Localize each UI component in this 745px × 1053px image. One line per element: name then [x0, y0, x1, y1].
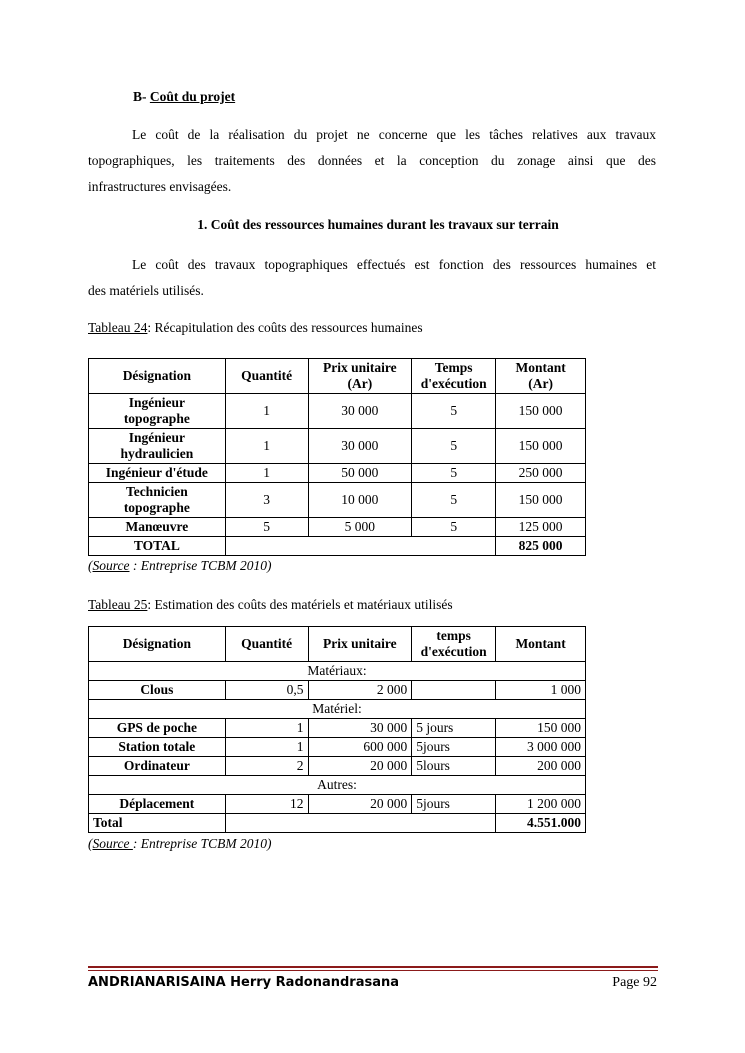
cell-designation-l1: Technicien [125, 484, 188, 499]
table24-header-row [89, 359, 586, 394]
cell-quantite: 3 [225, 483, 308, 518]
cell-designation [89, 429, 226, 464]
table-24 [88, 358, 586, 556]
table25-source-label: Source [92, 836, 133, 851]
hr-line-1-text: Le coût des travaux topographiques effectués est fonction des ressources humaines et [132, 257, 656, 272]
section-title [133, 89, 235, 105]
cell-prix: 30 000 [308, 719, 412, 738]
th-prix-l1: Prix unitaire [323, 360, 397, 375]
total-label: TOTAL [89, 537, 226, 556]
cell-designation: Clous [89, 681, 226, 700]
cell-designation: Manœuvre [89, 518, 226, 537]
cell-quantite: 2 [225, 757, 308, 776]
table24-caption [88, 320, 423, 336]
cell-prix: 600 000 [308, 738, 412, 757]
section-prefix: B- [133, 89, 147, 104]
intro-paragraph [88, 122, 656, 200]
cell-designation: Ingénieur d'étude [89, 464, 226, 483]
table-row [89, 757, 586, 776]
table25-caption-text: : Estimation des coûts des matériels et matériaux utilisés [147, 597, 453, 612]
cell-temps: 5jours [412, 795, 496, 814]
cell-prix: 30 000 [308, 394, 412, 429]
subsection-title: 1. Coût des ressources humaines durant les travaux sur terrain [197, 217, 559, 232]
table-row [89, 429, 586, 464]
cell-montant: 1 000 [496, 681, 586, 700]
group-row-materiel [89, 700, 586, 719]
footer-rule-thin [88, 970, 658, 971]
cell-quantite: 1 [225, 429, 308, 464]
table-row [89, 394, 586, 429]
cell-temps: 5 [412, 394, 496, 429]
group-label: Matériaux: [89, 662, 586, 681]
table24-total-row [89, 537, 586, 556]
table24-caption-label: Tableau 24 [88, 320, 148, 335]
cell-quantite: 1 [225, 738, 308, 757]
cell-quantite: 1 [225, 394, 308, 429]
cell-temps: 5 [412, 518, 496, 537]
intro-line-1 [88, 122, 656, 148]
cell-temps: 5 [412, 483, 496, 518]
intro-line-2: topographiques, les traitements des données et la conception du zonage ainsi que des [88, 153, 656, 168]
cell-quantite: 0,5 [225, 681, 308, 700]
table25-total-row [89, 814, 586, 833]
th-designation: Désignation [89, 359, 226, 394]
cell-prix: 50 000 [308, 464, 412, 483]
th-montant-l1: Montant [515, 360, 566, 375]
table-row [89, 518, 586, 537]
cell-quantite: 5 [225, 518, 308, 537]
cell-temps: 5 jours [412, 719, 496, 738]
cell-temps: 5lours [412, 757, 496, 776]
cell-designation: GPS de poche [89, 719, 226, 738]
th-prix-l2: (Ar) [347, 376, 373, 391]
th-designation: Désignation [89, 627, 226, 662]
group-label: Matériel: [89, 700, 586, 719]
cell-designation [89, 394, 226, 429]
table24-caption-text: : Récapitulation des coûts des ressources humaines [147, 320, 423, 335]
cell-designation: Ordinateur [89, 757, 226, 776]
total-empty [225, 814, 495, 833]
th-temps-l1: Temps [434, 360, 473, 375]
cell-montant: 1 200 000 [496, 795, 586, 814]
hr-paragraph [88, 252, 656, 304]
th-temps-l1: temps [436, 628, 471, 643]
th-temps-l2: d'exécution [420, 376, 487, 391]
footer-author: ANDRIANARISAINA Herry Radonandrasana [88, 975, 400, 990]
th-montant-l2: (Ar) [528, 376, 553, 391]
table-row [89, 719, 586, 738]
table-row [89, 738, 586, 757]
th-prix: Prix unitaire [308, 627, 412, 662]
total-label: Total [89, 814, 226, 833]
table24-source: (Source : Entreprise TCBM 2010) [88, 558, 272, 573]
table24-source-label: Source [92, 558, 130, 573]
table25-caption-label: Tableau 25 [88, 597, 148, 612]
cell-prix: 20 000 [308, 757, 412, 776]
group-row-materiaux [89, 662, 586, 681]
cell-montant: 3 000 000 [496, 738, 586, 757]
cell-prix: 10 000 [308, 483, 412, 518]
cell-designation: Déplacement [89, 795, 226, 814]
table-row [89, 464, 586, 483]
hr-line-2: des matériels utilisés. [88, 283, 204, 298]
hr-line-1 [88, 252, 656, 278]
table-row [89, 681, 586, 700]
th-prix [308, 359, 412, 394]
group-label: Autres: [89, 776, 586, 795]
cell-designation-l2: hydraulicien [120, 446, 194, 461]
cell-montant: 150 000 [496, 719, 586, 738]
cell-designation-l2: topographe [123, 411, 190, 426]
section-title-text: Coût du projet [149, 89, 236, 104]
cell-designation [89, 483, 226, 518]
cell-designation-l1: Ingénieur [128, 395, 185, 410]
cell-montant: 150 000 [496, 483, 586, 518]
th-temps-l2: d'exécution [420, 644, 487, 659]
cell-montant: 150 000 [496, 394, 586, 429]
cell-designation-l1: Ingénieur [128, 430, 185, 445]
th-quantite: Quantité [225, 627, 308, 662]
table25-caption [88, 597, 453, 613]
table-row [89, 483, 586, 518]
cell-montant: 200 000 [496, 757, 586, 776]
cell-quantite: 1 [225, 464, 308, 483]
th-montant: Montant [496, 627, 586, 662]
th-quantite: Quantité [225, 359, 308, 394]
cell-designation: Station totale [89, 738, 226, 757]
cell-quantite: 1 [225, 719, 308, 738]
cell-temps: 5 [412, 464, 496, 483]
cell-temps [412, 681, 496, 700]
footer-rule-thick [88, 966, 658, 968]
footer-page-number: Page 92 [612, 975, 657, 990]
cell-designation-l2: topographe [123, 500, 190, 515]
cell-quantite: 12 [225, 795, 308, 814]
table25-source-text: : Entreprise TCBM 2010) [132, 836, 272, 851]
cell-prix: 5 000 [308, 518, 412, 537]
intro-line-1-text: Le coût de la réalisation du projet ne concerne que les tâches relatives aux travaux [132, 127, 656, 142]
cell-temps: 5jours [412, 738, 496, 757]
table24-source-text: : Entreprise TCBM 2010) [129, 558, 272, 573]
cell-prix: 2 000 [308, 681, 412, 700]
th-temps [412, 627, 496, 662]
cell-prix: 20 000 [308, 795, 412, 814]
total-value: 4.551.000 [496, 814, 586, 833]
table-row [89, 795, 586, 814]
group-row-autres [89, 776, 586, 795]
cell-montant: 125 000 [496, 518, 586, 537]
table25-source: (Source : Entreprise TCBM 2010) [88, 836, 272, 851]
cell-montant: 150 000 [496, 429, 586, 464]
th-montant [496, 359, 586, 394]
cell-temps: 5 [412, 429, 496, 464]
total-empty [225, 537, 496, 556]
table-25 [88, 626, 586, 833]
table25-header-row [89, 627, 586, 662]
cell-montant: 250 000 [496, 464, 586, 483]
intro-line-3: infrastructures envisagées. [88, 179, 232, 194]
cell-prix: 30 000 [308, 429, 412, 464]
th-temps [412, 359, 496, 394]
total-value: 825 000 [496, 537, 586, 556]
